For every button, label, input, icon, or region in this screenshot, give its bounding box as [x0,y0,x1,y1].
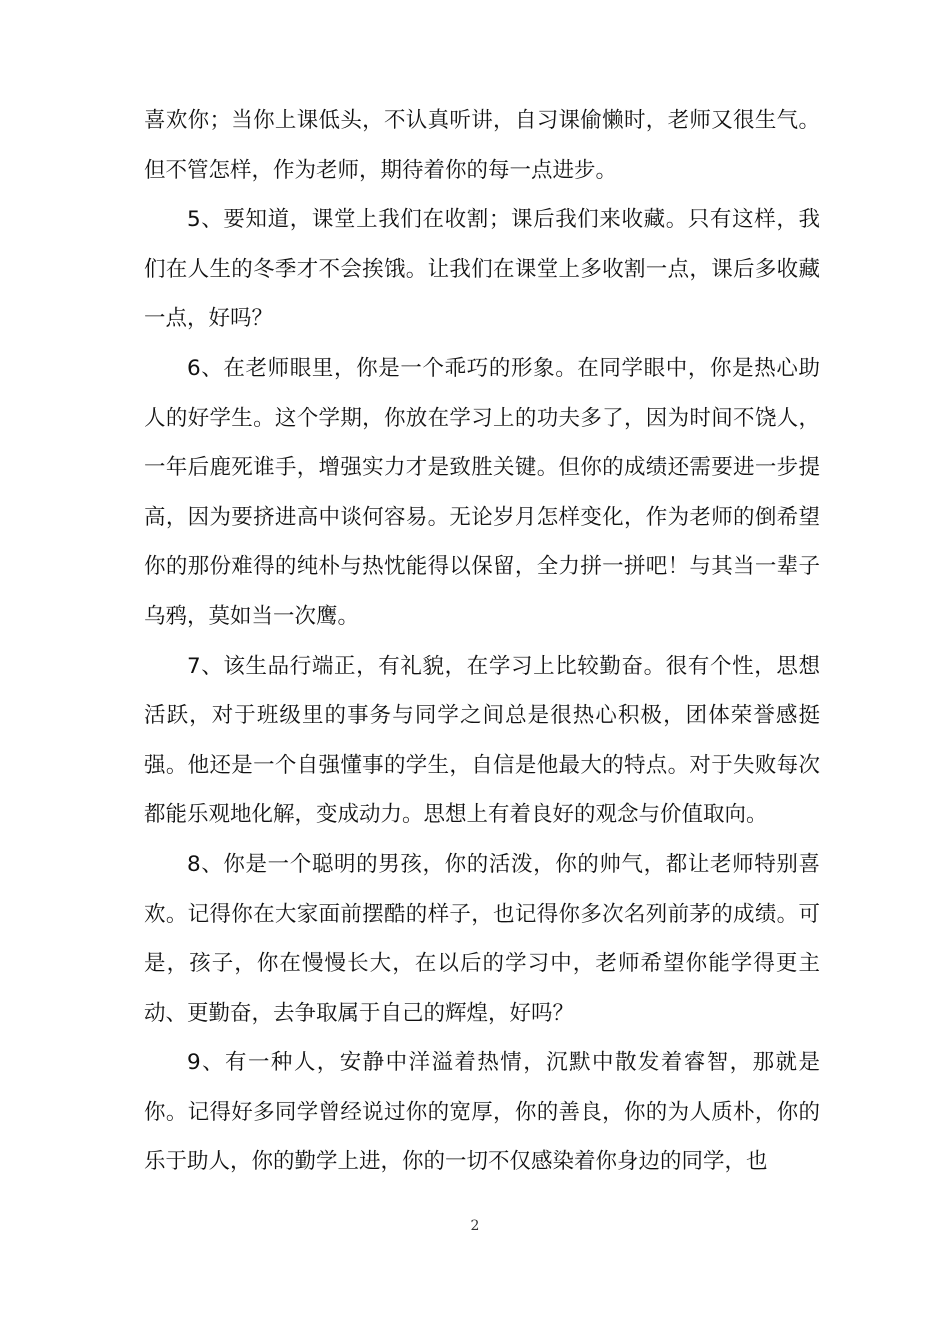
paragraph-item-8: 8、你是一个聪明的男孩，你的活泼，你的帅气，都让老师特别喜欢。记得你在大家面前摆酷的样子，也记得你多次名列前茅的成绩。可是，孩子，你在慢慢长大，在以后的学习中，老师希望你能学得更主动、更勤奋，去争取属于自己的辉煌，好吗？ [144,851,820,1026]
paragraph-item-5: 5、要知道，课堂上我们在收割；课后我们来收藏。只有这样，我们在人生的冬季才不会挨饿。让我们在课堂上多收割一点，课后多收藏一点，好吗？ [144,207,820,332]
paragraph-item-6: 6、在老师眼里，你是一个乖巧的形象。在同学眼中，你是热心助人的好学生。这个学期，你放在学习上的功夫多了，因为时间不饶人，一年后鹿死谁手，增强实力才是致胜关键。但你的成绩还需要进一步提高，因为要挤进高中谈何容易。无论岁月怎样变化，作为老师的倒希望你的那份难得的纯朴与热忱能得以保留，全力拼一拼吧！与其当一辈子乌鸦，莫如当一次鹰。 [144,355,820,629]
document-body [144,96,820,1187]
paragraph-item-9: 9、有一种人，安静中洋溢着热情，沉默中散发着睿智，那就是你。记得好多同学曾经说过你的宽厚，你的善良，你的为人质朴，你的乐于助人，你的勤学上进，你的一切不仅感染着你身边的同学，也 [144,1050,820,1175]
page-number: 2 [470,1218,480,1234]
paragraph-continuation: 喜欢你；当你上课低头，不认真听讲，自习课偷懒时，老师又很生气。但不管怎样，作为老师，期待着你的每一点进步。 [144,108,820,183]
paragraph-item-7: 7、该生品行端正，有礼貌，在学习上比较勤奋。很有个性，思想活跃，对于班级里的事务与同学之间总是很热心积极，团体荣誉感挺强。他还是一个自强懂事的学生，自信是他最大的特点。对于失败每次都能乐观地化解，变成动力。思想上有着良好的观念与价值取向。 [144,653,820,828]
